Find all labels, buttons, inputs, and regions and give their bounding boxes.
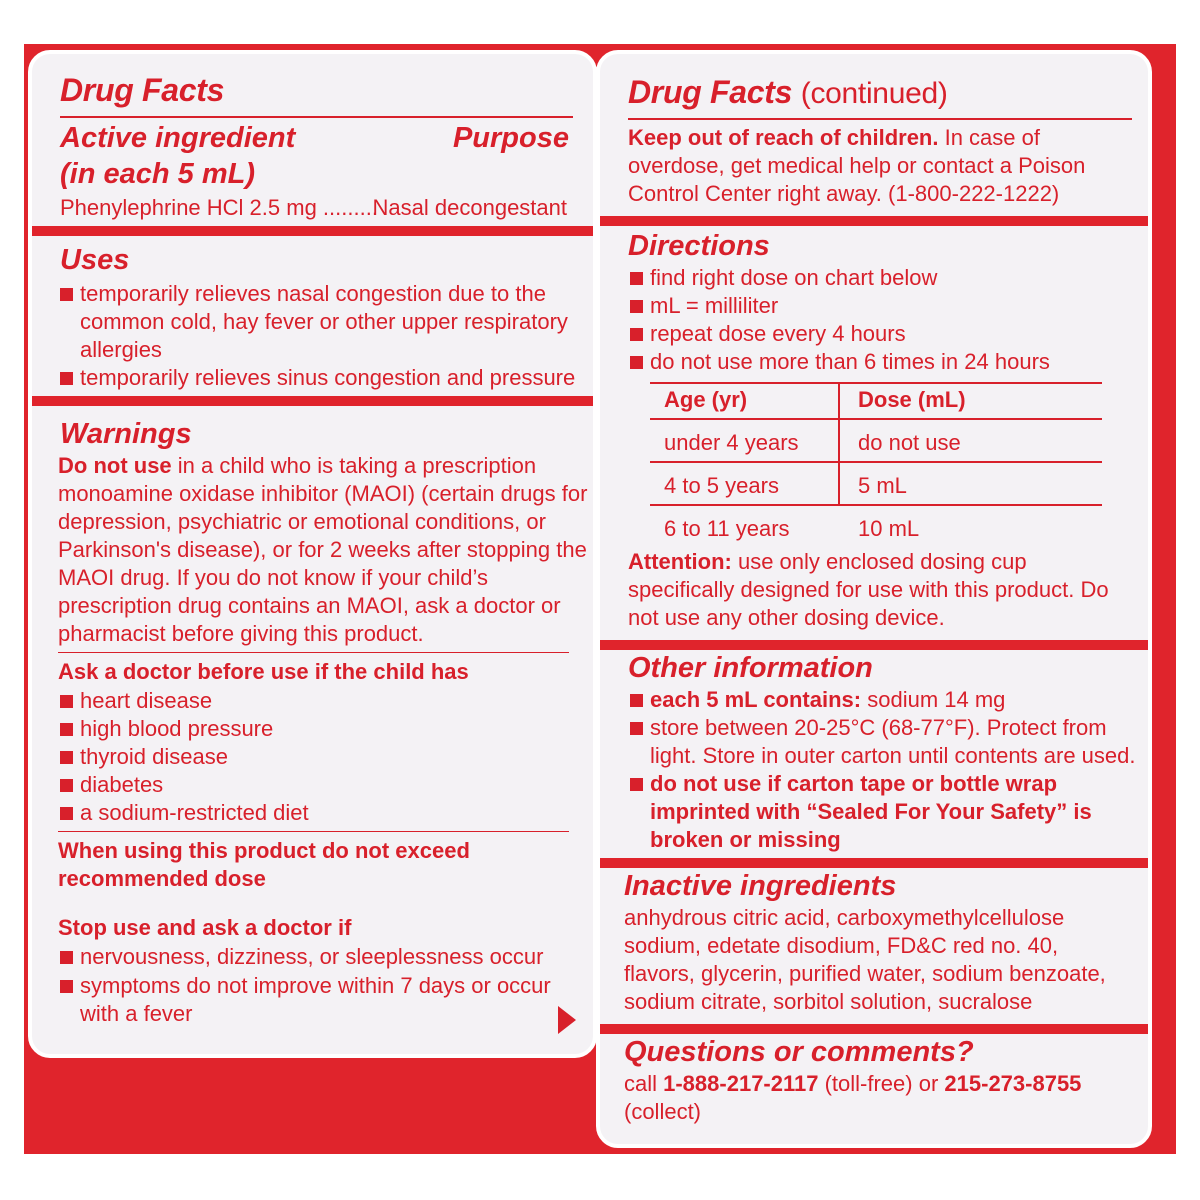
other-info-item: do not use if carton tape or bottle wrap imprinted with “Sealed For Your Safety” is broken or missing <box>650 771 1092 852</box>
other-info-text: sodium 14 mg <box>861 687 1006 712</box>
ask-doctor-item: diabetes <box>80 772 164 797</box>
collect-label: (collect) <box>624 1099 702 1124</box>
direction-item: do not use more than 6 times in 24 hours <box>650 349 1050 374</box>
inactive-ingredients-heading: Inactive ingredients <box>624 870 897 902</box>
ask-doctor-item: high blood pressure <box>80 716 274 741</box>
keep-out-text: In case of overdose, get medical help or contact a Poison Control Center right away. (1-800-222-1222) <box>628 125 1086 206</box>
stop-use-item: symptoms do not improve within 7 days or occur with a fever <box>80 973 551 1026</box>
other-info-item <box>650 686 1005 714</box>
subsection-rule <box>58 652 569 653</box>
bullet-icon <box>630 722 643 735</box>
purpose-heading: Purpose <box>452 122 569 154</box>
table-cell-age: 6 to 11 years <box>664 516 790 541</box>
section-divider <box>32 226 593 236</box>
direction-item: mL = milliliter <box>650 293 779 318</box>
bullet-icon <box>60 779 73 792</box>
bullet-icon <box>60 951 73 964</box>
table-cell-dose: do not use <box>858 430 961 455</box>
drug-facts-panel-right <box>596 50 1152 1148</box>
bullet-icon <box>60 807 73 820</box>
inactive-ingredients-text: anhydrous citric acid, carboxymethylcellulose sodium, edetate disodium, FD&C red no. 40, flavors, glycerin, purified water, sodium benzoate, sodium citrate, sorbitol solution, sucralose <box>624 905 1106 1014</box>
drug-facts-title: Drug Facts <box>628 74 793 110</box>
table-header-age: Age (yr) <box>664 387 748 412</box>
ingredient-line: Phenylephrine HCl 2.5 mg ......... <box>60 195 378 220</box>
use-item: temporarily relieves sinus congestion and pressure <box>80 365 576 390</box>
ingredient-purpose: Nasal decongestant <box>372 195 567 220</box>
table-cell-dose: 5 mL <box>858 473 907 498</box>
drug-facts-panel-left <box>28 50 597 1058</box>
section-divider <box>600 858 1148 868</box>
other-info-lead: each 5 mL contains: <box>650 687 862 712</box>
table-rule <box>650 504 1102 506</box>
bullet-icon <box>630 778 643 791</box>
drug-facts-continued-title <box>628 74 948 112</box>
toll-free-label: (toll-free) or <box>818 1071 945 1096</box>
when-using-heading: When using this product do not exceed recommended dose <box>58 838 470 891</box>
in-each-heading: (in each 5 mL) <box>60 158 255 190</box>
bullet-icon <box>60 751 73 764</box>
table-cell-age: 4 to 5 years <box>664 473 779 498</box>
keep-out-lead: Keep out of reach of children. <box>628 125 939 150</box>
bullet-icon <box>60 288 73 301</box>
bullet-icon <box>630 328 643 341</box>
active-ingredient-heading: Active ingredient <box>60 122 296 154</box>
bullet-icon <box>630 694 643 707</box>
ask-doctor-item: thyroid disease <box>80 744 228 769</box>
other-info-item: store between 20-25°C (68-77°F). Protect from light. Store in outer carton until contents are used. <box>650 715 1136 768</box>
do-not-use-lead: Do not use <box>58 453 172 478</box>
bullet-icon <box>60 723 73 736</box>
keep-out-paragraph <box>628 124 1128 208</box>
title-rule <box>628 118 1132 120</box>
phone-collect: 215-273-8755 <box>944 1071 1082 1096</box>
section-divider <box>600 640 1148 650</box>
section-divider <box>600 216 1148 226</box>
bullet-icon <box>630 272 643 285</box>
ask-doctor-item: a sodium-restricted diet <box>80 800 309 825</box>
subsection-rule <box>58 831 569 832</box>
do-not-use-text: in a child who is taking a prescription monoamine oxidase inhibitor (MAOI) (certain drugs for depression, psychiatric or emotional conditions, or Parkinson's disease), or for 2 weeks after stopping the MAOI drug. If you do not know if your child’s prescription drug contains an MAOI, ask a doctor or pharmacist before giving this product. <box>58 453 588 646</box>
directions-heading: Directions <box>628 230 770 262</box>
do-not-use-paragraph <box>58 452 588 648</box>
table-rule <box>650 382 1102 384</box>
questions-heading: Questions or comments? <box>624 1036 974 1068</box>
table-rule <box>650 418 1102 420</box>
bullet-icon <box>60 980 73 993</box>
table-cell-age: under 4 years <box>664 430 799 455</box>
warnings-heading: Warnings <box>60 418 192 450</box>
attention-text: use only enclosed dosing cup specifically designed for use with this product. Do not use any other dosing device. <box>628 549 1109 630</box>
phone-toll-free: 1-888-217-2117 <box>663 1071 819 1096</box>
stop-use-item: nervousness, dizziness, or sleeplessness occur <box>80 944 544 969</box>
attention-lead: Attention: <box>628 549 732 574</box>
other-information-heading: Other information <box>628 652 873 684</box>
ask-doctor-item: heart disease <box>80 688 213 713</box>
table-rule <box>650 461 1102 463</box>
questions-contact <box>624 1070 1124 1126</box>
continued-label: (continued) <box>800 77 948 110</box>
use-item: temporarily relieves nasal congestion due to the common cold, hay fever or other upper respiratory allergies <box>80 281 568 362</box>
ask-doctor-heading: Ask a doctor before use if the child has <box>58 659 469 684</box>
section-divider <box>32 396 593 406</box>
table-column-divider <box>838 384 840 506</box>
table-header-dose: Dose (mL) <box>858 387 966 412</box>
stop-use-heading: Stop use and ask a doctor if <box>58 915 352 940</box>
title-rule <box>60 116 573 118</box>
continue-arrow-icon <box>558 1006 576 1034</box>
direction-item: find right dose on chart below <box>650 265 938 290</box>
bullet-icon <box>630 356 643 369</box>
attention-paragraph <box>628 548 1128 632</box>
section-divider <box>600 1024 1148 1034</box>
bullet-icon <box>60 695 73 708</box>
drug-facts-title: Drug Facts <box>60 72 225 108</box>
bullet-icon <box>60 372 73 385</box>
direction-item: repeat dose every 4 hours <box>650 321 906 346</box>
bullet-icon <box>630 300 643 313</box>
table-cell-dose: 10 mL <box>858 516 920 541</box>
call-label: call <box>624 1071 664 1096</box>
uses-heading: Uses <box>60 244 130 276</box>
